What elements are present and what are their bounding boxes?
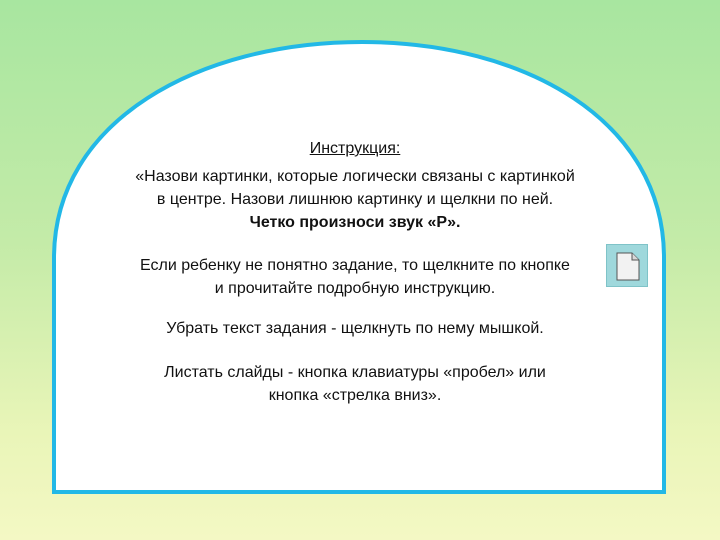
document-icon: [616, 252, 640, 281]
nav-line-2: кнопка «стрелка вниз».: [268, 387, 442, 404]
task-line-3: Четко произноси звук «Р».: [249, 214, 461, 231]
hide-text-hint: Убрать текст задания - щелкнуть по нему мышкой.: [166, 320, 544, 337]
task-text[interactable]: [60, 165, 650, 234]
detailed-instruction-button[interactable]: [606, 244, 648, 287]
task-line-1: «Назови картинки, которые логически связаны с картинкой: [135, 168, 575, 185]
help-line-1: Если ребенку не понятно задание, то щелкните по кнопке: [140, 257, 570, 274]
help-text: [85, 254, 625, 300]
nav-line-1: Листать слайды - кнопка клавиатуры «пробел» или: [164, 364, 546, 381]
help-line-2: и прочитайте подробную инструкцию.: [214, 280, 496, 297]
navigation-hint: [105, 361, 605, 407]
instruction-title: Инструкция:: [309, 140, 401, 157]
task-line-2: в центре. Назови лишнюю картинку и щелкни по ней.: [156, 191, 554, 208]
